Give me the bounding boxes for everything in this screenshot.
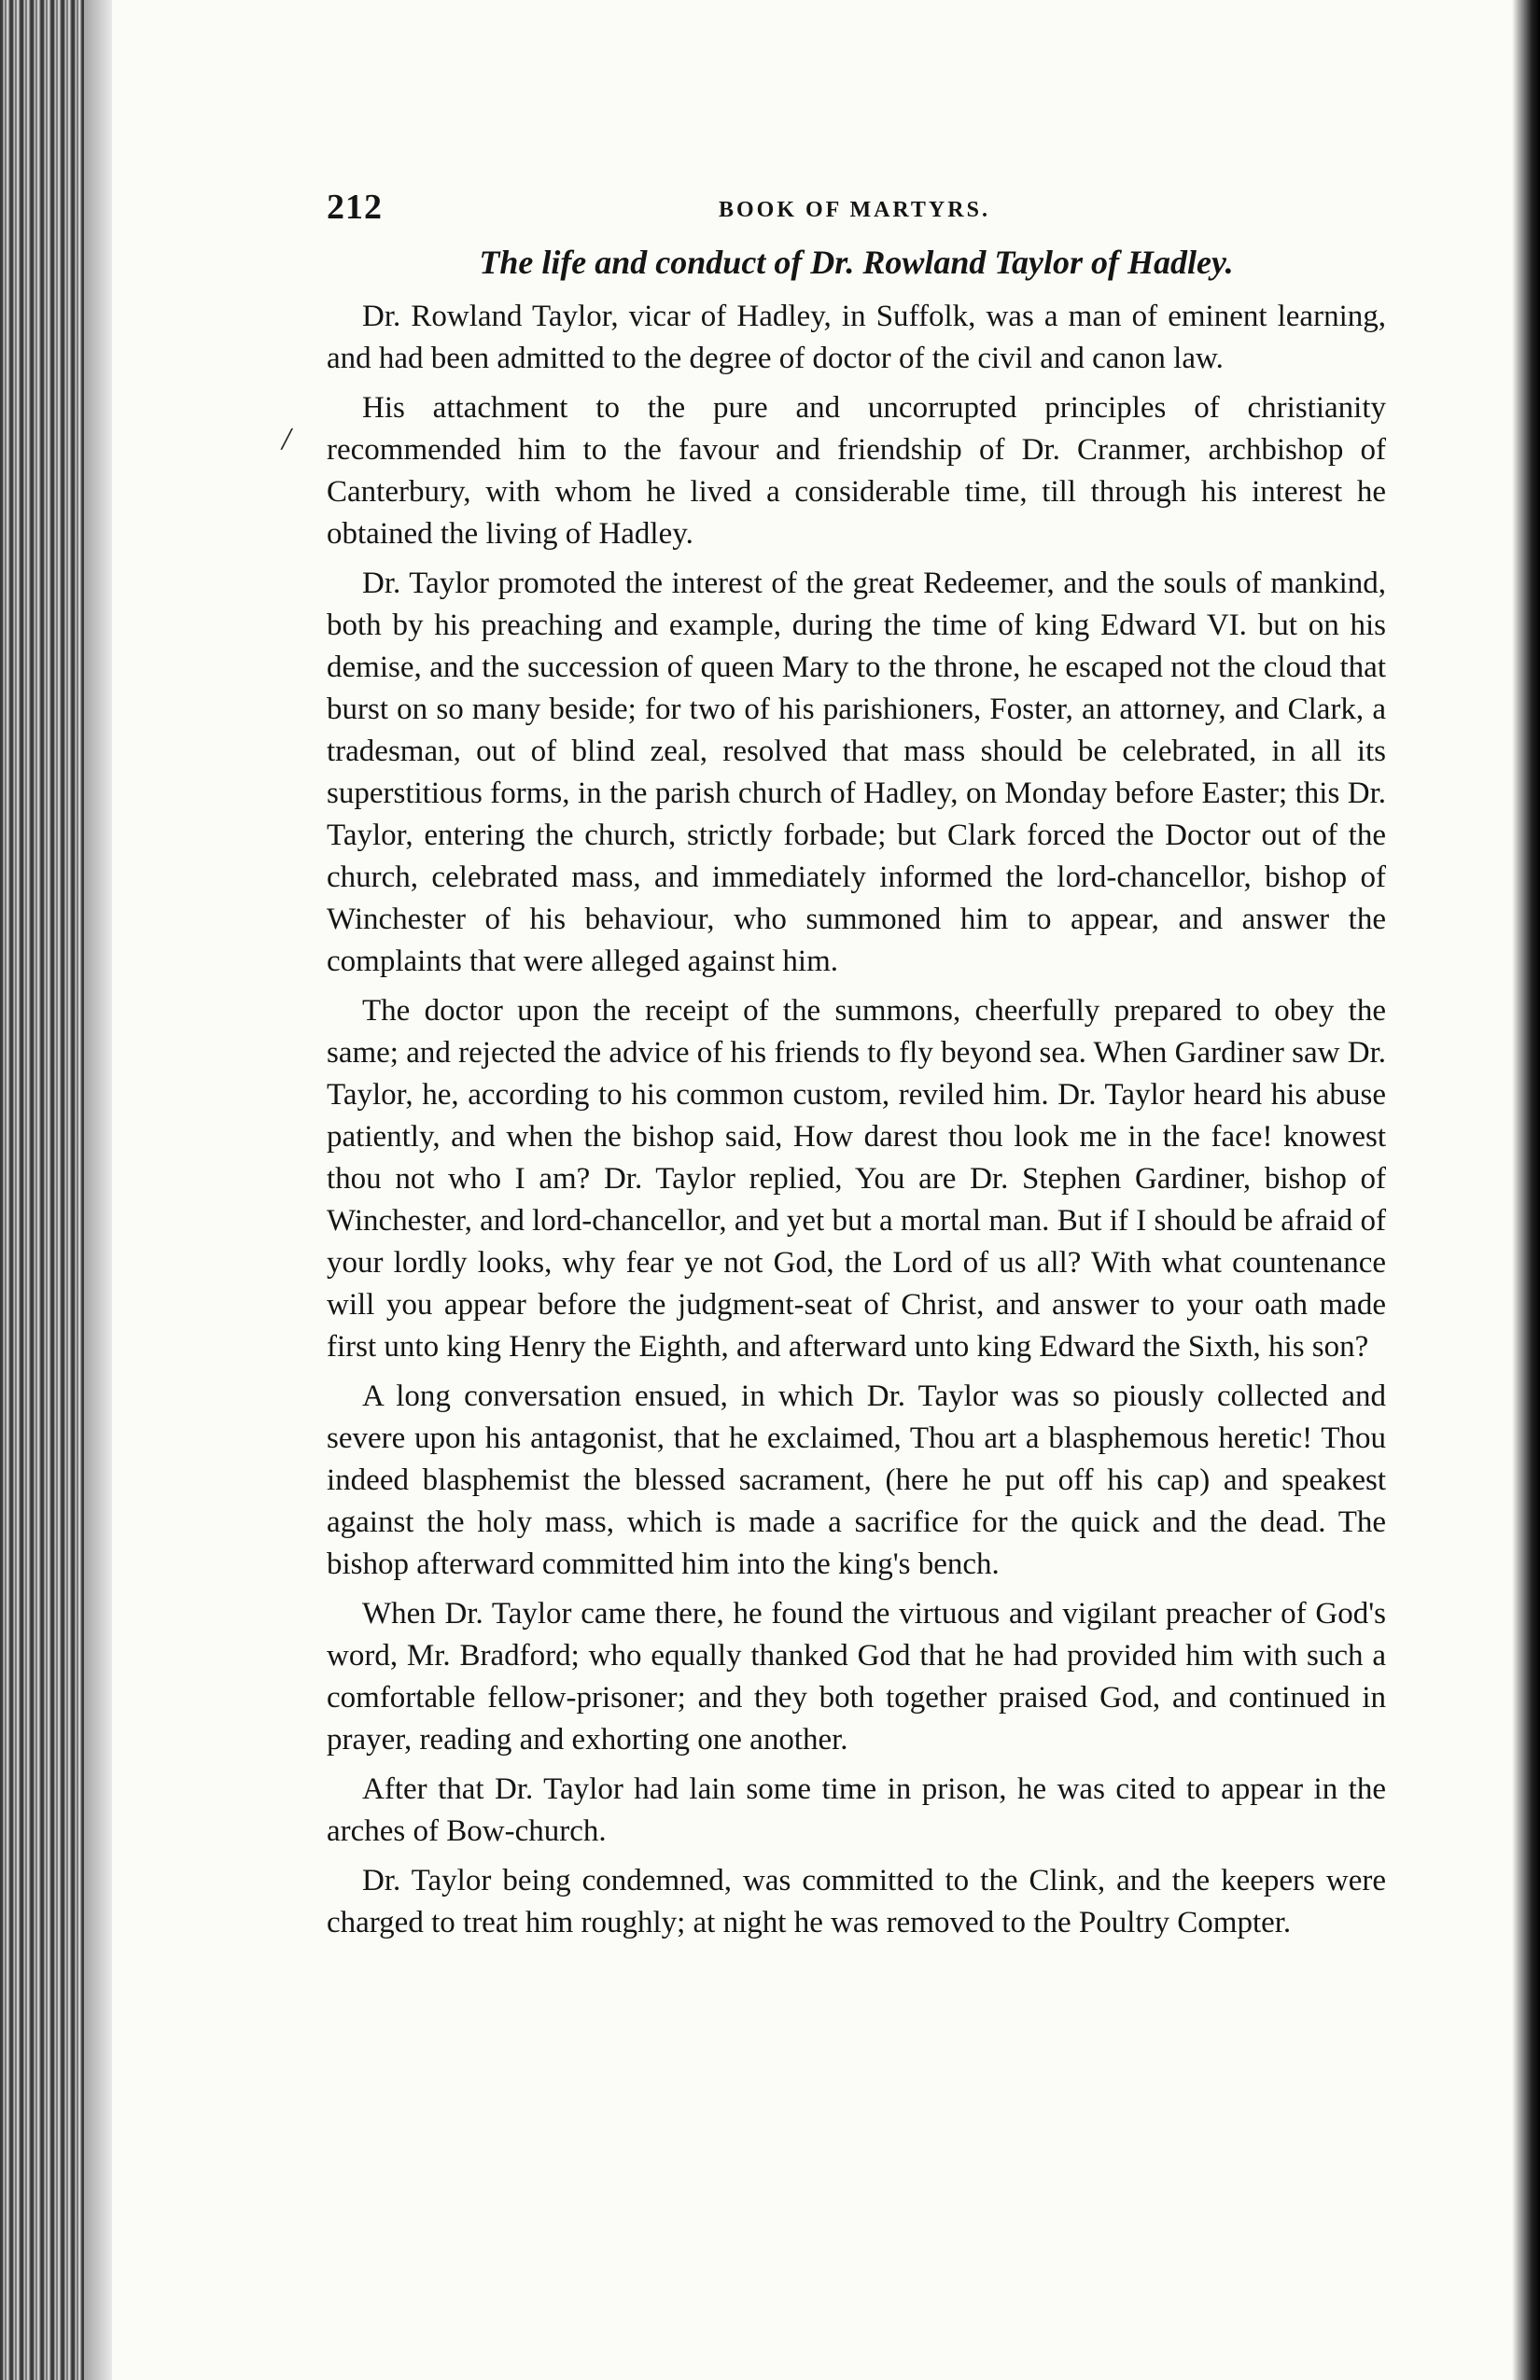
paragraph: The doctor upon the receipt of the summons, cheerfully prepared to obey the same; and rejected the advice of his friends to fly beyond sea. When Gardiner saw Dr. Taylor, he, according to his common custom, reviled him. Dr. Taylor heard his abuse patiently, and when the bishop said, How darest thou look me in the face! knowest thou not who I am? Dr. Taylor replied, You are Dr. Stephen Gardiner, bishop of Winchester, and lord-chancellor, and yet but a mortal man. But if I should be afraid of your lordly looks, why fear ye not God, the Lord of us all? With what countenance will you appear before the judgment-seat of Christ, and answer to your oath made first unto king Henry the Eighth, and afterward unto king Edward the Sixth, his son? [327,994,1386,1365]
page-number: 212 [327,188,383,227]
paragraph: After that Dr. Taylor had lain some time in prison, he was cited to appear in the arches of Bow-church. [327,1772,1386,1849]
page-text [327,187,1386,1952]
paragraph: His attachment to the pure and uncorrupted principles of christianity recommended him to the favour and friendship of Dr. Cranmer, archbishop of Canterbury, with whom he lived a considerable time, till through his interest he obtained the living of Hadley. [327,391,1386,552]
running-head [327,187,1386,243]
paragraph: Dr. Taylor being condemned, was committed to the Clink, and the keepers were charged to treat him roughly; at night he was removed to the Poultry Compter. [327,1864,1386,1940]
margin-annotation: / [282,422,291,456]
paragraph: A long conversation ensued, in which Dr. Taylor was so piously collected and severe upon his antagonist, that he exclaimed, Thou art a blasphemous heretic! Thou indeed blasphemist the blessed sacrament, (here he put off his cap) and speakest against the holy mass, which is made a sacrifice for the quick and the dead. The bishop afterward committed him into the king's bench. [327,1379,1386,1582]
running-title: BOOK OF MARTYRS. [719,198,990,222]
page-right-edge [1512,0,1540,2380]
paragraph: Dr. Rowland Taylor, vicar of Hadley, in Suffolk, was a man of eminent learning, and had been admitted to the degree of doctor of the civil and canon law. [327,300,1386,376]
paragraph: When Dr. Taylor came there, he found the virtuous and vigilant preacher of God's word, Mr. Bradford; who equally thanked God that he had provided him with such a comfortable fellow-prisoner; and they both together praised God, and continued in prayer, reading and exhorting one another. [327,1597,1386,1757]
book-binding-edge [0,0,84,2380]
paragraph: Dr. Taylor promoted the interest of the great Redeemer, and the souls of mankind, both by his preaching and example, during the time of king Edward VI. but on his demise, and the succession of queen Mary to the throne, he escaped not the cloud that burst on so many beside; for two of his parishioners, Foster, an attorney, and Clark, a tradesman, out of blind zeal, resolved that mass should be celebrated, in all its superstitious forms, in the parish church of Hadley, on Monday before Easter; this Dr. Taylor, entering the church, strictly forbade; but Clark forced the Doctor out of the church, celebrated mass, and immediately informed the lord-chancellor, bishop of Winchester of his behaviour, who summoned him to appear, and answer the complaints that were alleged against him. [327,567,1386,979]
chapter-title: The life and conduct of Dr. Rowland Taylor of Hadley. [479,244,1234,281]
